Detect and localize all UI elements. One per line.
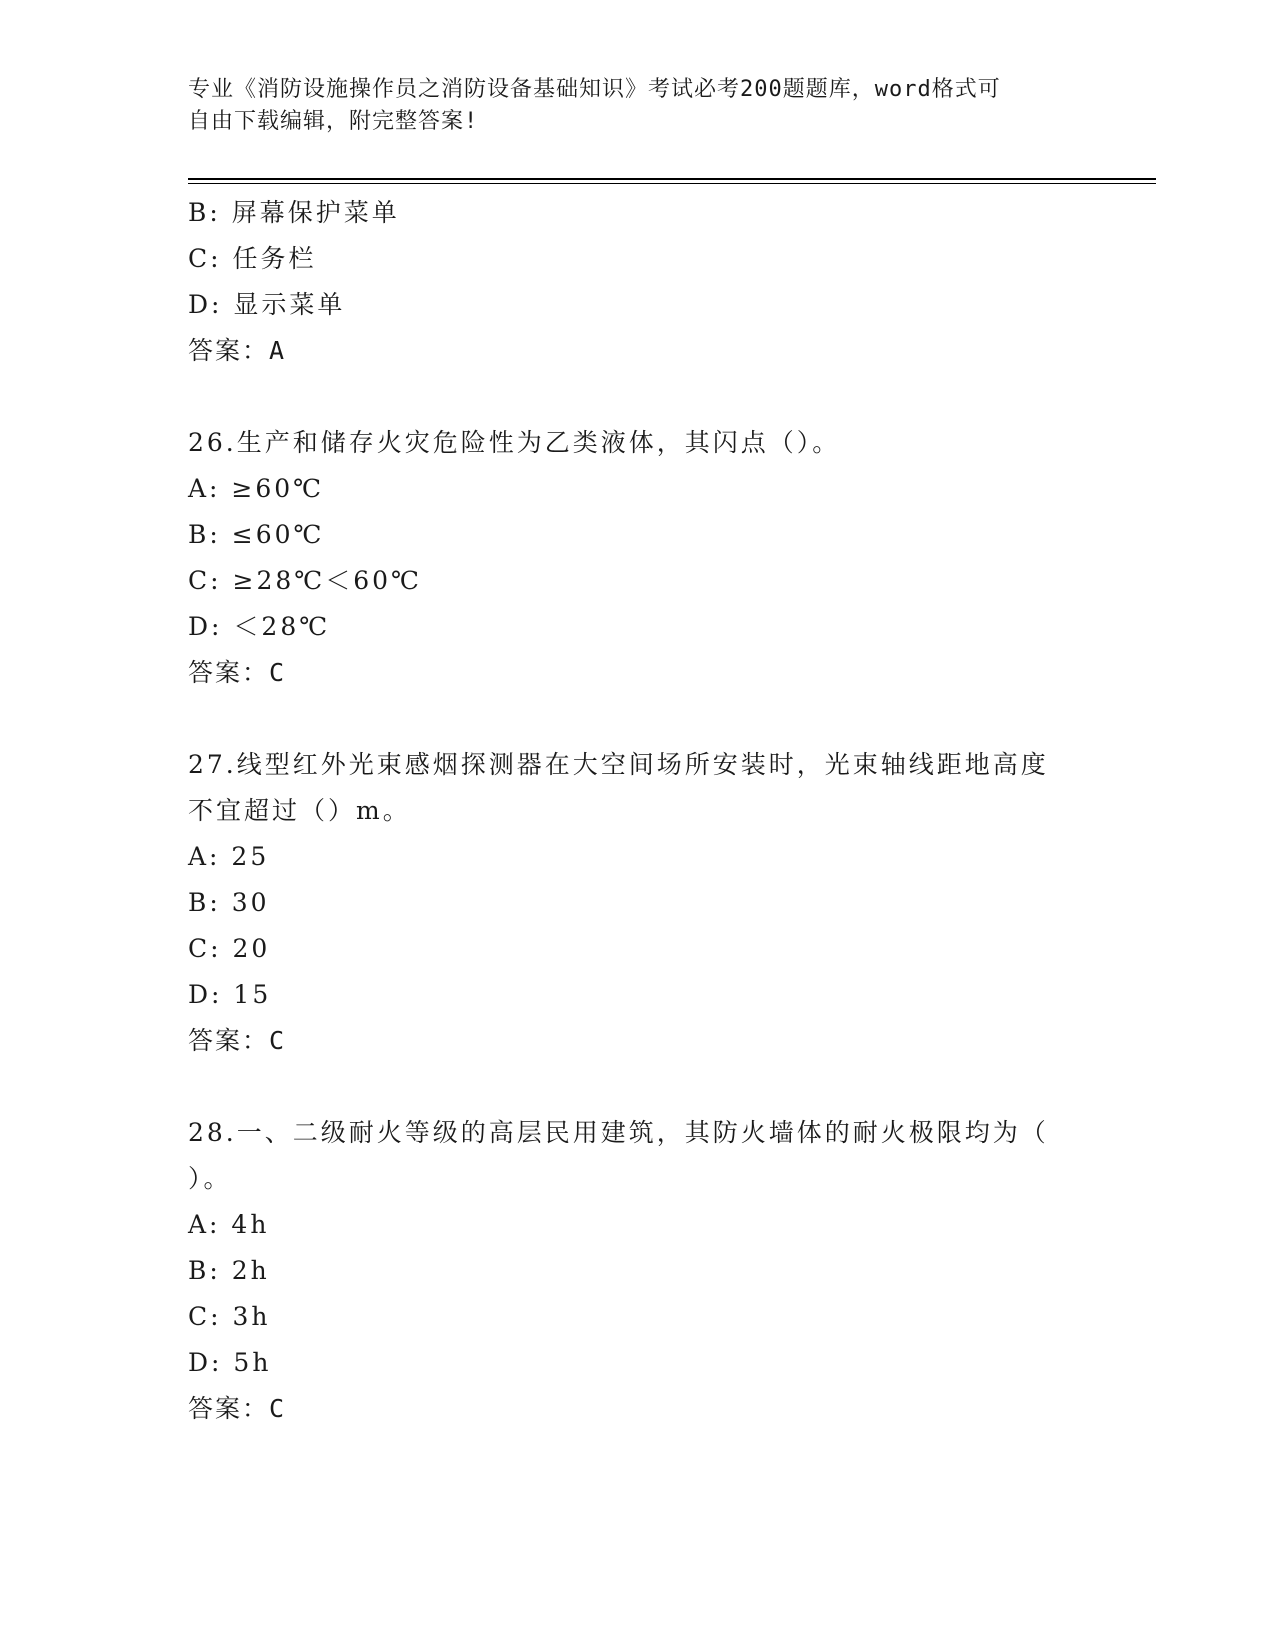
option-a: A: 25 [188,842,270,871]
question-text-line-2: ）。 [188,1164,232,1193]
option-c: C: 20 [188,934,271,963]
option-b: B: 屏幕保护菜单 [188,198,400,227]
question-list [188,190,1068,1432]
option-c: C: 3h [188,1302,271,1331]
option-d: D: 5h [188,1348,272,1377]
header-title-line-2: 自由下载编辑，附完整答案! [188,109,479,134]
question-text-line-1: 27.线型红外光束感烟探测器在大空间场所安装时，光束轴线距地高度 [188,750,1049,779]
question-text-line-2: 不宜超过（）m。 [188,796,411,825]
option-d: D: 15 [188,980,272,1009]
option-a: A: 4h [188,1210,270,1239]
option-a: A: ≥60℃ [188,474,325,503]
document-header [188,74,1068,138]
option-b: B: 2h [188,1256,270,1285]
answer-line: 答案：C [188,1394,287,1423]
question-block-25 [188,190,1068,374]
question-block-26 [188,420,1068,696]
question-block-28 [188,1110,1068,1432]
answer-line: 答案：C [188,658,287,687]
question-block-27 [188,742,1068,1064]
answer-line: 答案：A [188,336,287,365]
option-b: B: ≤60℃ [188,520,325,549]
header-title-line-1: 专业《消防设施操作员之消防设备基础知识》考试必考200题题库，word格式可 [188,77,1001,102]
spacer [188,374,1068,420]
header-divider-thin [188,183,1156,184]
spacer [188,696,1068,742]
option-b: B: 30 [188,888,270,917]
option-d: D: 显示菜单 [188,290,346,319]
option-d: D: ＜28℃ [188,612,331,641]
option-c: C: ≥28℃＜60℃ [188,566,423,595]
option-c: C: 任务栏 [188,244,317,273]
question-text-line-1: 28.一、二级耐火等级的高层民用建筑，其防火墙体的耐火极限均为（ [188,1118,1049,1147]
question-text: 26.生产和储存火灾危险性为乙类液体，其闪点（）。 [188,428,841,457]
spacer [188,1064,1068,1110]
header-divider-thick [188,178,1156,180]
answer-line: 答案：C [188,1026,287,1055]
